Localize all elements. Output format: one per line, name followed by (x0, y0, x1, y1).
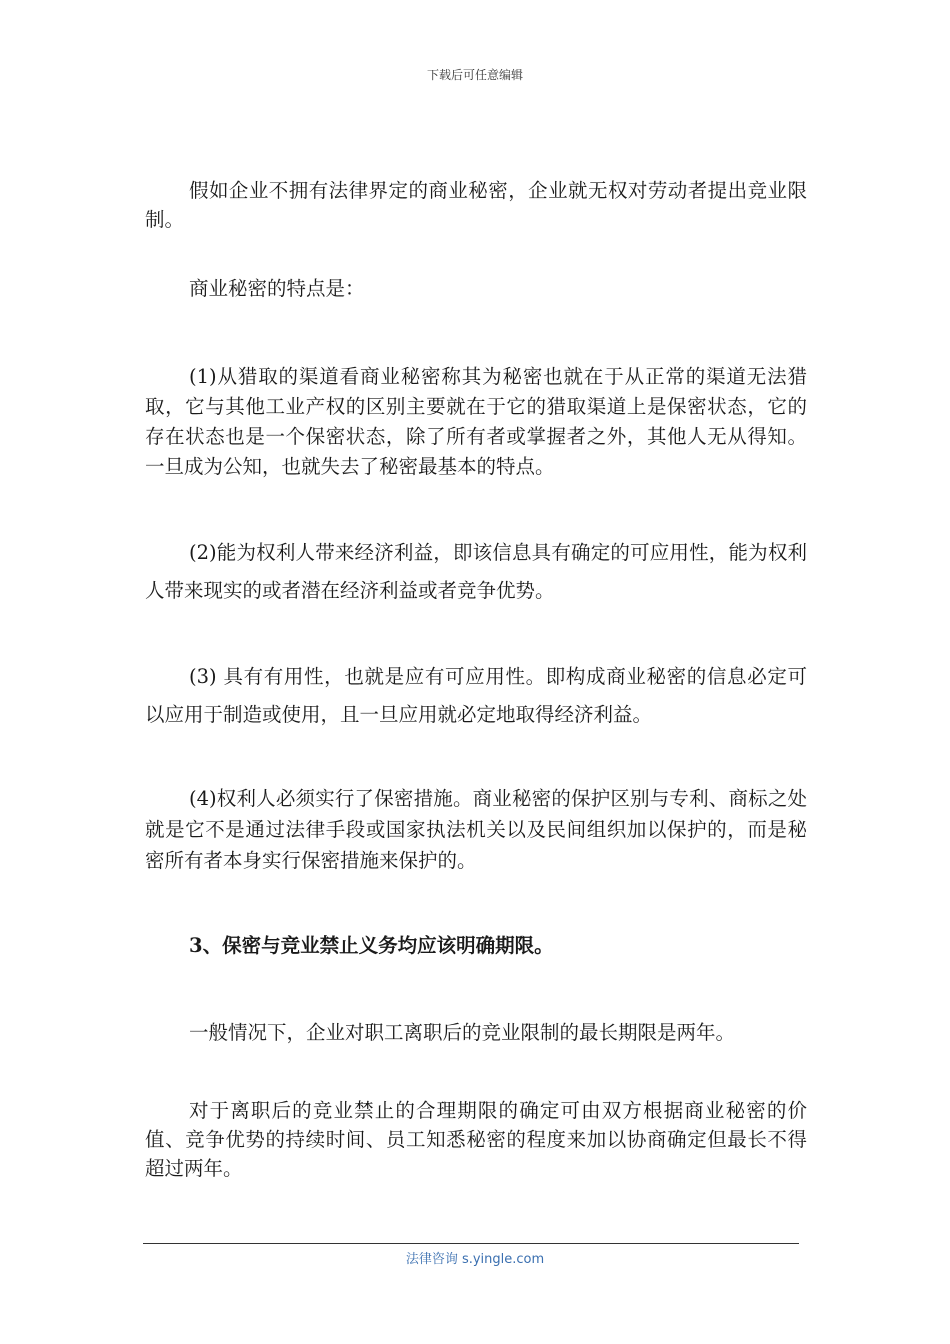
footer-divider (143, 1243, 799, 1244)
paragraph-trade-secret-premise: 假如企业不拥有法律界定的商业秘密，企业就无权对劳动者提出竞业限制。 (145, 179, 807, 231)
paragraph-characteristics-intro: 商业秘密的特点是： (189, 277, 365, 300)
paragraph-max-period: 一般情况下，企业对职工离职后的竞业限制的最长期限是两年。 (189, 1021, 736, 1044)
paragraph-characteristic-1: (1)从猎取的渠道看商业秘密称其为秘密也就在于从正常的渠道无法猎取，它与其他工业产权的区别主要就在于它的猎取渠道上是保密状态，它的存在状态也是一个保密状态，除了所有者或掌握者之外，其他人无从得知。一旦成为公知，也就失去了秘密最基本的特点。 (145, 365, 807, 478)
paragraph-characteristic-2: (2)能为权利人带来经济利益，即该信息具有确定的可应用性，能为权利人带来现实的或者潜在经济利益或者竞争优势。 (145, 541, 807, 602)
paragraph-characteristic-3: (3) 具有有用性，也就是应有可应用性。即构成商业秘密的信息必定可以应用于制造或使用，且一旦应用就必定地取得经济利益。 (145, 665, 807, 726)
footer-link[interactable]: 法律咨询 s.yingle.com (405, 1252, 545, 1267)
paragraph-characteristic-4: (4)权利人必须实行了保密措施。商业秘密的保护区别与专利、商标之处就是它不是通过法律手段或国家执法机关以及民间组织加以保护的，而是秘密所有者本身实行保密措施来保护的。 (145, 787, 807, 872)
page-header: 下载后可任意编辑 (426, 68, 523, 82)
paragraph-reasonable-period: 对于离职后的竞业禁止的合理期限的确定可由双方根据商业秘密的价值、竞争优势的持续时间、员工知悉秘密的程度来加以协商确定但最长不得超过两年。 (145, 1099, 807, 1180)
section-heading: 3、保密与竞业禁止义务均应该明确期限。 (189, 934, 554, 957)
